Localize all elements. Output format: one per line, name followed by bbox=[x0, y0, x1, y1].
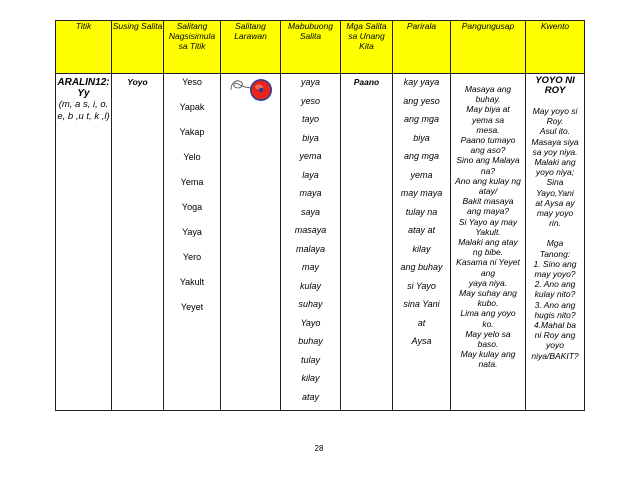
pangungusap-line: nata. bbox=[478, 359, 498, 370]
pangungusap-line: Ano ang kulay ng bbox=[455, 175, 521, 186]
kwento-tanong-heading bbox=[529, 238, 581, 258]
parirala-phrase: at bbox=[417, 317, 426, 328]
pangungusap-line: Bakit masaya bbox=[462, 196, 514, 207]
parirala-phrase: atay at bbox=[407, 225, 436, 235]
mabubuong-word: may bbox=[301, 262, 319, 272]
parirala-phrase: Aysa bbox=[411, 336, 432, 346]
header-pangungusap: Pangungusap bbox=[451, 21, 526, 74]
kwento-title-line: YOYO NI bbox=[535, 75, 575, 86]
nagsisimula-word: Yakap bbox=[179, 127, 205, 137]
header-parirala: Parirala bbox=[393, 21, 451, 74]
parirala-phrase: si Yayo bbox=[407, 280, 436, 291]
mabubuong-word: biya bbox=[302, 132, 319, 143]
mabubuong-word: yema bbox=[299, 151, 322, 161]
mabubuong-word: saya bbox=[300, 206, 320, 217]
cell-kwento bbox=[526, 74, 585, 411]
parirala-phrase: kilay bbox=[412, 243, 431, 254]
mabubuong-word: kilay bbox=[301, 373, 320, 383]
pangungusap-line: Malaki ang atay bbox=[458, 237, 518, 248]
cell-susing-salita: Yoyo bbox=[112, 74, 164, 411]
header-row bbox=[56, 21, 585, 74]
kwento-title bbox=[529, 76, 581, 96]
pangungusap-line: Paano tumayo bbox=[460, 135, 516, 146]
pangungusap-line: baso. bbox=[477, 339, 499, 350]
pangungusap-line: May suhay ang bbox=[459, 288, 517, 299]
nagsisimula-word: Yema bbox=[180, 177, 204, 187]
parirala-phrase: kay yaya bbox=[403, 77, 440, 87]
pangungusap-line: buhay. bbox=[475, 94, 501, 105]
page-number: 28 bbox=[314, 444, 324, 453]
kwento-story bbox=[529, 106, 581, 228]
mabubuong-word: kulay bbox=[299, 280, 321, 291]
mabubuong-word: maya bbox=[299, 188, 322, 198]
pangungusap-line: ko. bbox=[482, 318, 494, 329]
lesson-title: ARALIN12: Yy bbox=[57, 77, 110, 99]
nagsisimula-word: Yaya bbox=[182, 227, 202, 237]
cell-unang-kita: Paano bbox=[341, 74, 393, 411]
kwento-question-line: 2. Ano ang bbox=[534, 279, 576, 290]
nagsisimula-word: Yelo bbox=[183, 152, 201, 162]
kwento-question-line: niya/BAKIT? bbox=[531, 350, 579, 361]
parirala-phrase: yema bbox=[410, 169, 433, 180]
kwento-question-line: ni Roy ang bbox=[534, 330, 576, 341]
mabubuong-word: atay bbox=[301, 391, 319, 402]
mabubuong-word: laya bbox=[302, 169, 319, 180]
kwento-story-line: May yoyo si bbox=[532, 106, 578, 116]
kwento-story-line: yoyo niya; bbox=[535, 167, 575, 178]
parirala-phrase: biya bbox=[413, 132, 430, 143]
pangungusap-line: May biya at bbox=[466, 104, 510, 115]
header-mabubuong: Mabubuong Salita bbox=[281, 21, 341, 74]
nagsisimula-word: Yeso bbox=[182, 77, 202, 87]
parirala-phrase: ang buhay bbox=[400, 262, 443, 272]
pangungusap-line: atay/ bbox=[478, 186, 498, 197]
pangungusap-line: ang aso? bbox=[470, 145, 506, 156]
nagsisimula-word: Yeyet bbox=[180, 302, 204, 312]
kwento-question-line: may yoyo? bbox=[534, 269, 576, 280]
pangungusap-line: ang bbox=[480, 267, 496, 278]
kwento-heading-line: Tanong: bbox=[539, 248, 571, 259]
kwento-question-line: 1. Sino ang bbox=[533, 258, 577, 269]
pangungusap-line: Sino ang Malaya bbox=[456, 155, 520, 166]
kwento-question-line: kulay nito? bbox=[534, 289, 576, 300]
cell-pangungusap bbox=[451, 74, 526, 411]
nagsisimula-word: Yapak bbox=[179, 102, 205, 112]
pangungusap-line: Masaya ang bbox=[464, 84, 512, 94]
parirala-phrase: sina Yani bbox=[403, 299, 440, 309]
pangungusap-line: ng bibe. bbox=[472, 247, 504, 258]
mabubuong-list bbox=[281, 74, 340, 410]
pangungusap-line: yema sa bbox=[471, 114, 505, 125]
cell-larawan bbox=[221, 74, 281, 411]
mabubuong-word: yaya bbox=[300, 77, 320, 87]
pangungusap-line: kubo. bbox=[477, 298, 499, 309]
nagsisimula-word: Yoga bbox=[181, 202, 203, 212]
cell-parirala bbox=[393, 74, 451, 411]
pangungusap-line: yaya niya. bbox=[468, 277, 508, 288]
pangungusap-line: Kasama ni Yeyet bbox=[456, 257, 520, 268]
kwento-question-line: hugis nito? bbox=[534, 309, 576, 320]
kwento-story-line: sa yoy niya. bbox=[532, 146, 578, 157]
kwento-question-line: yoyo bbox=[546, 340, 564, 351]
header-titik: Titik bbox=[56, 21, 112, 74]
pangungusap-line: na? bbox=[480, 165, 496, 176]
pangungusap-list bbox=[454, 84, 522, 370]
kwento-story-line: at Aysa ay bbox=[535, 197, 575, 208]
pangungusap-line: May yelo sa bbox=[465, 328, 511, 339]
kwento-story-line: may yoyo bbox=[536, 208, 574, 219]
kwento-tanong-list bbox=[529, 259, 581, 361]
kwento-story-line: Sina bbox=[546, 177, 564, 188]
nagsisimula-word: Yakult bbox=[179, 277, 205, 287]
nagsisimula-word: Yero bbox=[182, 252, 202, 262]
content-row bbox=[56, 74, 585, 411]
pangungusap-line: mesa. bbox=[476, 124, 500, 135]
parirala-list bbox=[393, 74, 450, 355]
nagsisimula-list bbox=[164, 74, 220, 327]
parirala-phrase: tulay na bbox=[405, 206, 438, 217]
kwento-question-line: 3. Ano ang bbox=[534, 299, 576, 310]
header-kwento: Kwento bbox=[526, 21, 585, 74]
header-larawan: Salitang Larawan bbox=[221, 21, 281, 74]
parirala-phrase: ang yeso bbox=[403, 95, 440, 106]
pangungusap-line: May kulay ang bbox=[460, 349, 516, 360]
kwento-question-line: 4.Mahal ba bbox=[533, 320, 577, 331]
mabubuong-word: buhay bbox=[298, 336, 323, 346]
kwento-story-line: Masaya siya bbox=[531, 136, 579, 147]
mabubuong-word: suhay bbox=[298, 299, 323, 309]
mabubuong-word: tulay bbox=[300, 354, 320, 365]
mabubuong-word: Yayo bbox=[300, 317, 321, 328]
header-susing-salita: Susing Salita bbox=[112, 21, 164, 74]
kwento-story-line: Yayo,Yani bbox=[536, 187, 574, 198]
kwento-story-line: Roy. bbox=[546, 116, 564, 127]
kwento-story-line: rin. bbox=[549, 218, 561, 229]
pangungusap-line: Lima ang yoyo bbox=[460, 308, 516, 319]
mabubuong-word: yeso bbox=[300, 95, 320, 106]
kwento-story-line: Malaki ang bbox=[534, 157, 576, 168]
kwento-heading-line: Mga bbox=[546, 238, 564, 249]
yoyo-toy-icon bbox=[227, 76, 273, 104]
lesson-table bbox=[55, 20, 585, 411]
pangungusap-line: Yakult. bbox=[475, 226, 501, 237]
parirala-phrase: may maya bbox=[400, 188, 443, 198]
cell-mabubuong bbox=[281, 74, 341, 411]
parirala-phrase: ang mga bbox=[403, 151, 440, 161]
header-nagsisimula: Salitang Nagsisimula sa Titik bbox=[164, 21, 221, 74]
mabubuong-word: malaya bbox=[295, 243, 325, 254]
kwento-story-line: Asul ito. bbox=[539, 126, 571, 137]
pangungusap-line: Si Yayo ay may bbox=[458, 216, 518, 227]
lesson-letters: (m, a s, i, o. e, b ,u t, k ,l) bbox=[57, 99, 110, 122]
cell-titik bbox=[56, 74, 112, 411]
pangungusap-line: ang maya? bbox=[466, 206, 510, 217]
cell-nagsisimula bbox=[164, 74, 221, 411]
parirala-phrase: ang mga bbox=[403, 114, 440, 124]
mabubuong-word: masaya bbox=[294, 225, 327, 235]
kwento-title-line: ROY bbox=[544, 85, 566, 96]
header-unang-kita: Mga Salita sa Unang Kita bbox=[341, 21, 393, 74]
mabubuong-word: tayo bbox=[301, 114, 319, 124]
